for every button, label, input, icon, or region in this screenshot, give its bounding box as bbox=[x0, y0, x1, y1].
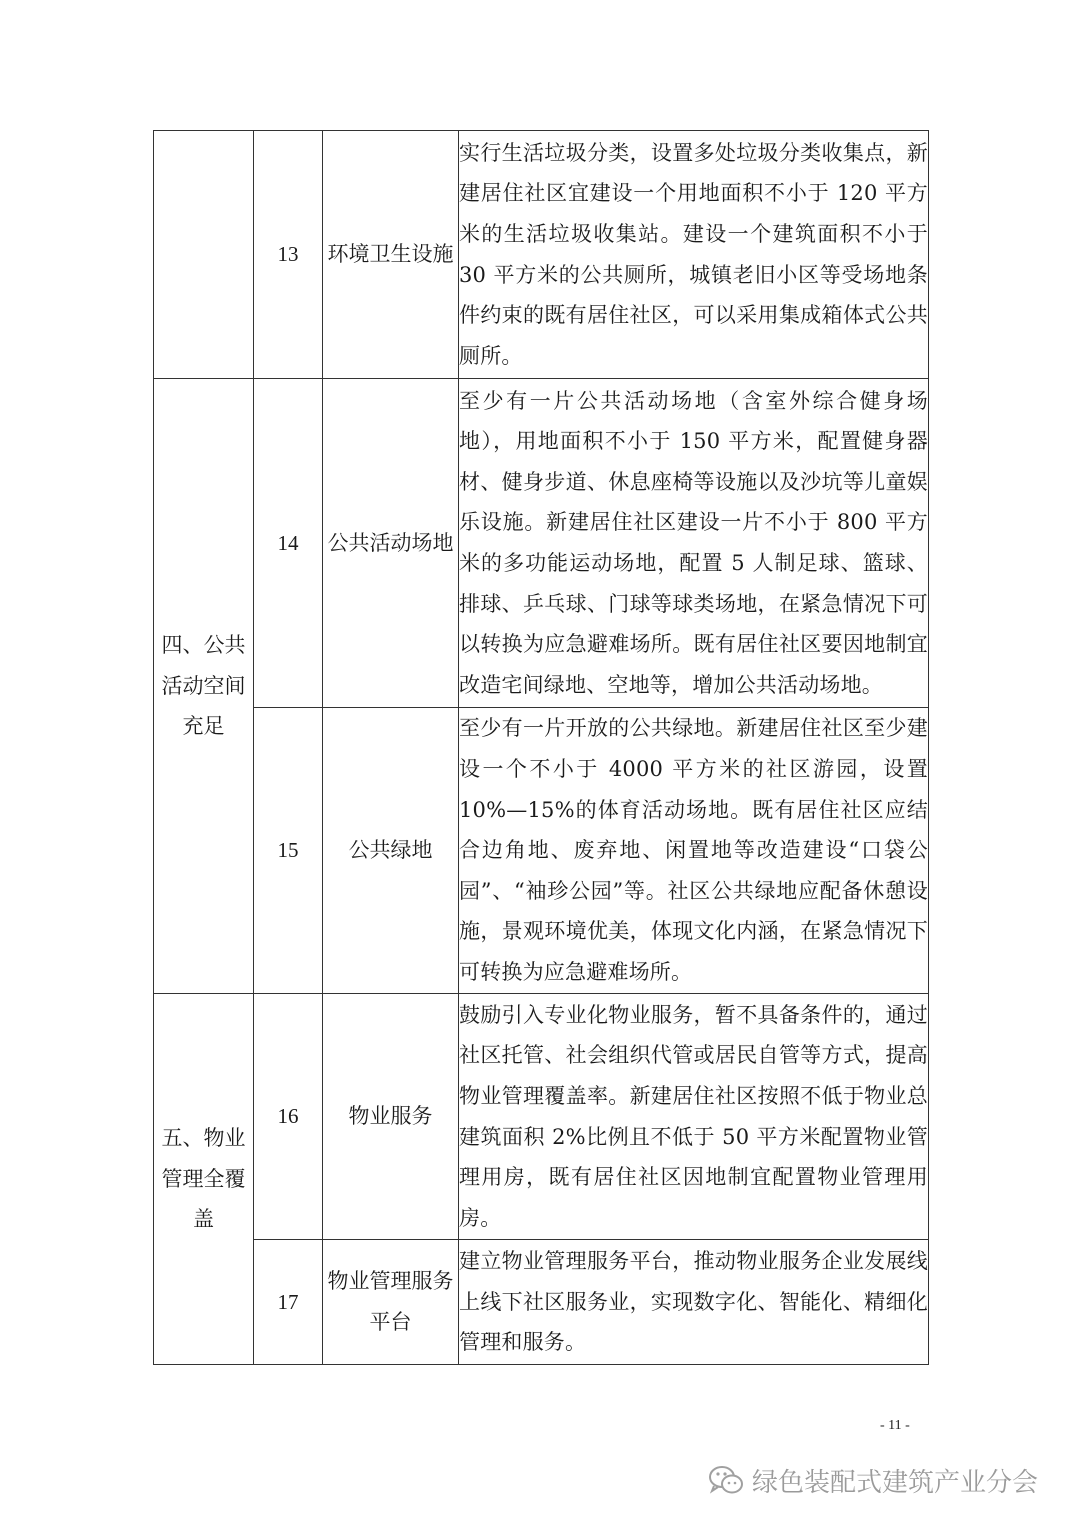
table-row bbox=[154, 708, 929, 994]
standards-table bbox=[153, 130, 929, 1365]
category-cell: 四、公共活动空间充足 bbox=[154, 379, 254, 994]
table-row bbox=[154, 994, 929, 1240]
item-description: 至少有一片公共活动场地（含室外综合健身场地），用地面积不小于 150 平方米，配置健身器材、健身步道、休息座椅等设施以及沙坑等儿童娱乐设施。新建居住社区建设一片不小于 800 平方米的多功能运动场地，配置 5 人制足球、篮球、排球、乒乓球、门球等球类场地，在紧急情况下可以转换为应急避难场所。既有居住社区要因地制宜改造宅间绿地、空地等，增加公共活动场地。 bbox=[459, 379, 929, 708]
item-number: 17 bbox=[254, 1240, 323, 1365]
watermark bbox=[708, 1460, 1038, 1500]
table-row bbox=[154, 1240, 929, 1365]
item-description: 实行生活垃圾分类，设置多处垃圾分类收集点，新建居住社区宜建设一个用地面积不小于 120 平方米的生活垃圾收集站。建设一个建筑面积不小于 30 平方米的公共厕所，城镇老旧小区等受场地条件约束的既有居住社区，可以采用集成箱体式公共厕所。 bbox=[459, 131, 929, 379]
page-number: - 11 - bbox=[880, 1418, 910, 1433]
item-number: 13 bbox=[254, 131, 323, 379]
item-name: 物业服务 bbox=[323, 994, 459, 1240]
item-number: 14 bbox=[254, 379, 323, 708]
item-name: 物业管理服务平台 bbox=[323, 1240, 459, 1365]
table-row bbox=[154, 131, 929, 379]
table-row bbox=[154, 379, 929, 708]
category-cell: 五、物业管理全覆盖 bbox=[154, 994, 254, 1365]
item-description: 建立物业管理服务平台，推动物业服务企业发展线上线下社区服务业，实现数字化、智能化、精细化管理和服务。 bbox=[459, 1240, 929, 1365]
item-name: 公共活动场地 bbox=[323, 379, 459, 708]
item-name: 公共绿地 bbox=[323, 708, 459, 994]
item-number: 16 bbox=[254, 994, 323, 1240]
wechat-icon bbox=[708, 1464, 744, 1496]
item-name: 环境卫生设施 bbox=[323, 131, 459, 379]
item-description: 鼓励引入专业化物业服务，暂不具备条件的，通过社区托管、社会组织代管或居民自管等方式，提高物业管理覆盖率。新建居住社区按照不低于物业总建筑面积 2%比例且不低于 50 平方米配置物业管理用房，既有居住社区因地制宜配置物业管理用房。 bbox=[459, 994, 929, 1240]
item-description: 至少有一片开放的公共绿地。新建居住社区至少建设一个不小于 4000 平方米的社区游园，设置 10%—15%的体育活动场地。既有居住社区应结合边角地、废弃地、闲置地等改造建设“口袋公园”、“袖珍公园”等。社区公共绿地应配备休憩设施，景观环境优美，体现文化内涵，在紧急情况下可转换为应急避难场所。 bbox=[459, 708, 929, 994]
category-cell bbox=[154, 131, 254, 379]
item-number: 15 bbox=[254, 708, 323, 994]
watermark-text: 绿色装配式建筑产业分会 bbox=[752, 1467, 1039, 1498]
